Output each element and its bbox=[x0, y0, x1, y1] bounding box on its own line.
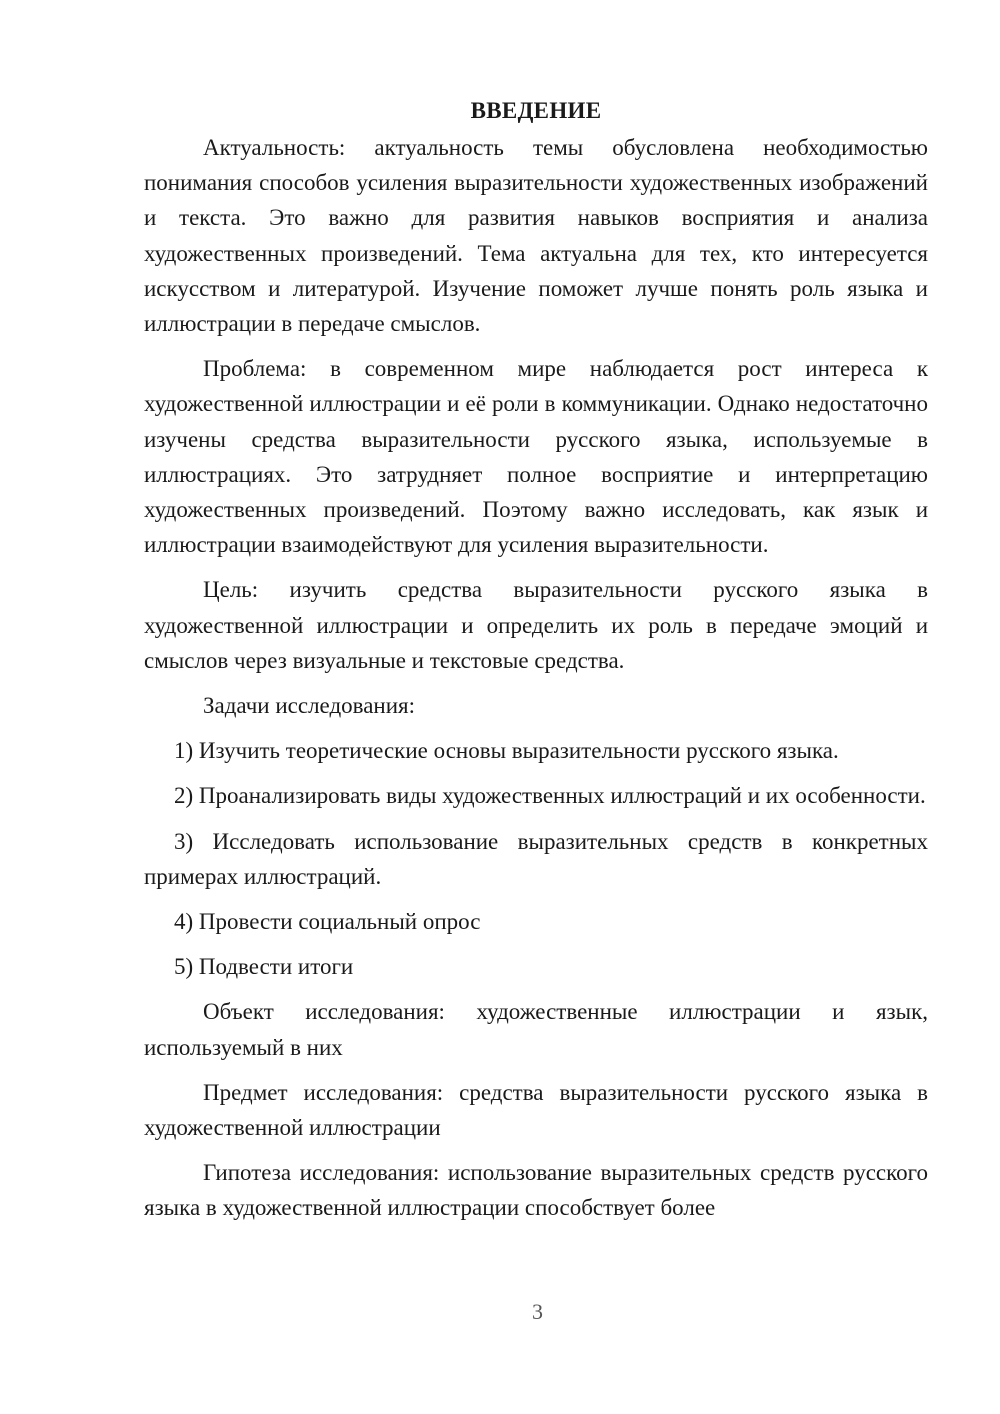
paragraph-problem: Проблема: в современном мире наблюдается рост интереса к художественной иллюстрации и её роли в коммуникации. Однако недостаточно изучены средства выразительности русского языка, используемые в иллюстрациях. Это затрудняет полное восприятие и интерпретацию художественных произведений. Поэтому важно исследовать, как язык и иллюстрации взаимодействуют для усиления выразительности. bbox=[144, 356, 928, 558]
tasks-heading: Задачи исследования: bbox=[203, 693, 416, 719]
task-item: 4) Провести социальный опрос bbox=[174, 909, 481, 935]
paragraph-subject: Предмет исследования: средства выразительности русского языка в художественной иллюстрации bbox=[144, 1079, 928, 1141]
document-page bbox=[144, 96, 928, 1236]
paragraph-hypothesis: Гипотеза исследования: использование выразительных средств русского языка в художественной иллюстрации способствует более bbox=[144, 1160, 928, 1221]
paragraph-relevance: Актуальность: актуальность темы обусловлена необходимостью понимания способов усиления выразительности художественных изображений и текста. Это важно для развития навыков восприятия и анализа художественных произведений. Тема актуальна для тех, кто интересуется искусством и литературой. Изучение поможет лучше понять роль языка и иллюстрации в передаче смыслов. bbox=[144, 135, 928, 337]
task-item: 2) Проанализировать виды художественных иллюстраций и их особенности. bbox=[174, 783, 926, 809]
task-item: 3) Исследовать использование выразительных средств в конкретных примерах иллюстраций. bbox=[144, 828, 928, 889]
paragraph-goal: Цель: изучить средства выразительности русского языка в художественной иллюстрации и определить их роль в передаче эмоций и смыслов через визуальные и текстовые средства. bbox=[144, 577, 928, 673]
task-item: 5) Подвести итоги bbox=[174, 954, 354, 980]
page-number: 3 bbox=[532, 1299, 543, 1324]
task-item: 1) Изучить теоретические основы выразительности русского языка. bbox=[174, 738, 839, 764]
paragraph-object: Объект исследования: художественные иллюстрации и язык, используемый в них bbox=[144, 999, 928, 1060]
section-heading: ВВЕДЕНИЕ bbox=[470, 98, 602, 123]
